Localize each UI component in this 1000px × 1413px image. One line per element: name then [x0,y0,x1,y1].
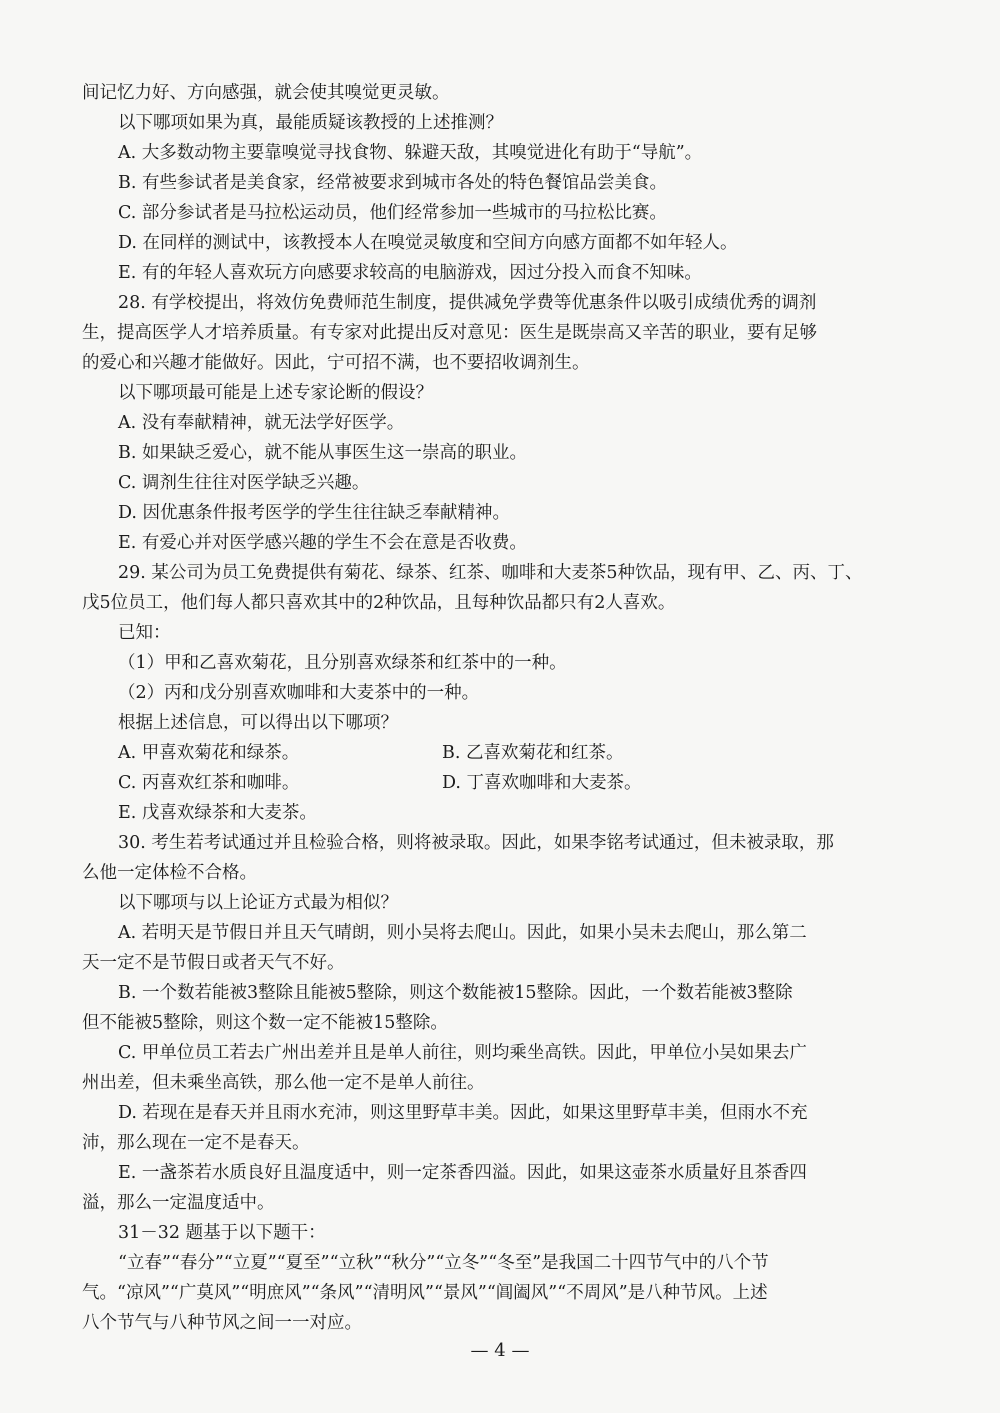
option-d: D. 丁喜欢咖啡和大麦茶。 [442,773,642,793]
option-b: B. 一个数若能被3整除且能被5整除，则这个数能被15整除。因此，一个数若能被3整除 [118,983,793,1003]
text-line: 间记忆力好、方向感强，就会使其嗅觉更灵敏。 [82,83,450,103]
options-row [82,768,904,798]
option-a: A. 大多数动物主要靠嗅觉寻找食物、躲避天敌，其嗅觉进化有助于“导航”。 [118,143,703,163]
option-d: D. 若现在是春天并且雨水充沛，则这里野草丰美。因此，如果这里野草丰美，但雨水不充 [118,1103,808,1123]
text-line: 生，提高医学人才培养质量。有专家对此提出反对意见：医生是既崇高又辛苦的职业，要有足够 [82,323,817,343]
option-b: B. 有些参试者是美食家，经常被要求到城市各处的特色餐馆品尝美食。 [118,173,667,193]
option-e: E. 戊喜欢绿茶和大麦茶。 [118,803,317,823]
condition-2: （2）丙和戊分别喜欢咖啡和大麦茶中的一种。 [118,683,480,703]
option-b: B. 乙喜欢菊花和红茶。 [442,743,624,763]
text-line: 天一定不是节假日或者天气不好。 [82,953,345,973]
text-line: 已知： [118,623,171,643]
option-e: E. 有爱心并对医学感兴趣的学生不会在意是否收费。 [118,533,527,553]
question-stem: 以下哪项与以上论证方式最为相似？ [118,893,398,913]
option-a: A. 若明天是节假日并且天气晴朗，则小吴将去爬山。因此，如果小吴未去爬山，那么第二 [118,923,807,943]
section-heading: 31－32 题基于以下题干： [118,1223,326,1243]
text-line: 么他一定体检不合格。 [82,863,257,883]
option-e: E. 有的年轻人喜欢玩方向感要求较高的电脑游戏，因过分投入而食不知味。 [118,263,702,283]
option-c: C. 调剂生往往对医学缺乏兴趣。 [118,473,370,493]
page-number: — 4 — [470,1340,530,1361]
question-29: 29. 某公司为员工免费提供有菊花、绿茶、红茶、咖啡和大麦茶5种饮品，现有甲、乙、丙、丁、 [118,563,863,583]
text-line: 沛，那么现在一定不是春天。 [82,1133,310,1153]
question-stem: 根据上述信息，可以得出以下哪项？ [118,713,398,733]
option-c: C. 甲单位员工若去广州出差并且是单人前往，则均乘坐高铁。因此，甲单位小吴如果去广 [118,1043,807,1063]
question-stem: 以下哪项如果为真，最能质疑该教授的上述推测？ [118,113,503,133]
text-line: 气。“凉风”“广莫风”“明庶风”“条风”“清明风”“景风”“阊阖风”“不周风”是八种节风。上述 [82,1283,768,1303]
text-line: 戊5位员工，他们每人都只喜欢其中的2种饮品，且每种饮品都只有2人喜欢。 [82,593,676,613]
page-body [82,78,904,1338]
option-d: D. 在同样的测试中，该教授本人在嗅觉灵敏度和空间方向感方面都不如年轻人。 [118,233,738,253]
text-line: 溢，那么一定温度适中。 [82,1193,275,1213]
text-line: 的爱心和兴趣才能做好。因此，宁可招不满，也不要招收调剂生。 [82,353,590,373]
option-a: A. 没有奉献精神，就无法学好医学。 [118,413,405,433]
option-c: C. 丙喜欢红茶和咖啡。 [118,773,300,793]
condition-1: （1）甲和乙喜欢菊花，且分别喜欢绿茶和红茶中的一种。 [118,653,567,673]
text-line: “立春”“春分”“立夏”“夏至”“立秋”“秋分”“立冬”“冬至”是我国二十四节气中的八个节 [118,1253,769,1273]
question-30: 30. 考生若考试通过并且检验合格，则将被录取。因此，如果李铭考试通过，但未被录取，那 [118,833,834,853]
option-c: C. 部分参试者是马拉松运动员，他们经常参加一些城市的马拉松比赛。 [118,203,667,223]
question-28: 28. 有学校提出，将效仿免费师范生制度，提供减免学费等优惠条件以吸引成绩优秀的调剂 [118,293,817,313]
option-a: A. 甲喜欢菊花和绿茶。 [118,743,300,763]
options-row [82,738,904,768]
text-line: 八个节气与八种节风之间一一对应。 [82,1313,362,1333]
option-b: B. 如果缺乏爱心，就不能从事医生这一崇高的职业。 [118,443,527,463]
option-d: D. 因优惠条件报考医学的学生往往缺乏奉献精神。 [118,503,511,523]
text-line: 州出差，但未乘坐高铁，那么他一定不是单人前往。 [82,1073,485,1093]
text-line: 但不能被5整除，则这个数一定不能被15整除。 [82,1013,448,1033]
question-stem: 以下哪项最可能是上述专家论断的假设？ [118,383,433,403]
option-e: E. 一盏茶若水质良好且温度适中，则一定茶香四溢。因此，如果这壶茶水质量好且茶香四 [118,1163,807,1183]
